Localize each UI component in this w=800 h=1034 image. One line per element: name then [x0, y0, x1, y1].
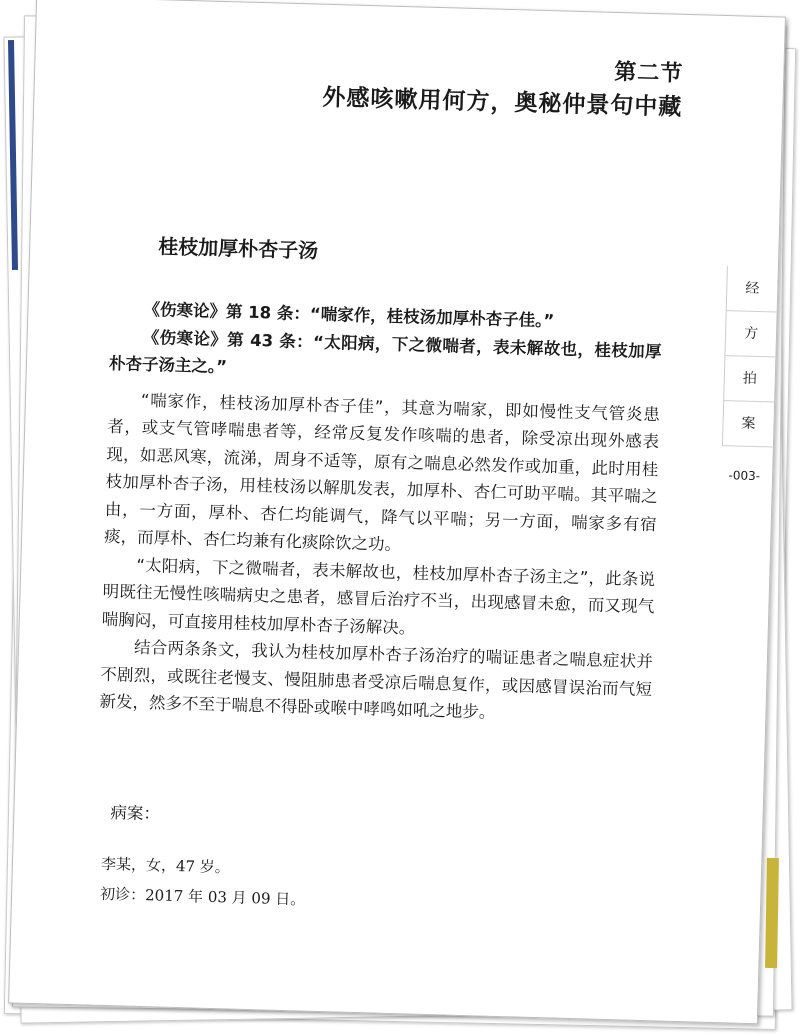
quote-line: 《伤寒论》第 18 条：“喘家作，桂枝汤加厚朴杏子佳。”: [143, 299, 555, 331]
paragraph: 结合两条条文，我认为桂枝加厚朴杏子汤治疗的喘证患者之喘息症状并不剧烈，或既往老慢支、慢阻肺患者受凉后喘息复作，或因感冒误治而气短新发，然多不至于喘息不得卧或喉中哮鸣如吼之地步。: [99, 637, 654, 722]
section-number: 第二节: [613, 58, 684, 87]
side-tab-char: 案: [723, 401, 774, 447]
paragraph: “喘家作，桂枝汤加厚朴杏子佳”，其意为喘家，即如慢性支气管炎患者，或支气管哮喘患者等，经常反复发作咳喘的患者，除受凉出现外感表现，如恶风寒，流涕，周身不适等，原有之喘息必然发作或加重，此时用桂枝加厚朴杏子汤，用桂枝汤以解肌发表，加厚朴、杏仁可助平喘。其平喘之由，一方面，厚朴、杏仁均能调气，降气以平喘；另一方面，喘家多有宿痰，而厚朴、杏仁均兼有化痰除饮之功。: [103, 390, 661, 555]
case-label: 病案：: [110, 803, 161, 824]
side-tab-char: 拍: [724, 356, 775, 402]
section-title: 外感咳嗽用何方，奥秘仲景句中藏: [322, 83, 683, 121]
book-cover-edge: [765, 858, 779, 968]
side-tab: [722, 266, 778, 447]
case-info: [100, 849, 307, 915]
formula-heading: 桂枝加厚朴杏子汤: [157, 234, 319, 263]
patient-info: 李某，女，47 岁。: [100, 854, 231, 877]
side-tab-char: 经: [727, 266, 778, 312]
body-text: [99, 295, 663, 731]
document-page: [8, 0, 786, 1024]
side-tab-char: 方: [725, 311, 776, 357]
quote-line: 《伤寒论》第 43 条：“太阳病，下之微喘者，表未解故也，桂枝加厚朴杏子汤主之。”: [108, 327, 662, 377]
paragraph: “太阳病，下之微喘者，表未解故也，桂枝加厚朴杏子汤主之”，此条说明既往无慢性咳喘病史之患者，感冒后治疗不当，出现感冒未愈，而又现气喘胸闷，可直接用桂枝加厚朴杏子汤解决。: [101, 555, 656, 638]
first-visit-date: 初诊：2017 年 03 月 09 日。: [99, 884, 306, 909]
page-number: -003-: [728, 468, 761, 484]
